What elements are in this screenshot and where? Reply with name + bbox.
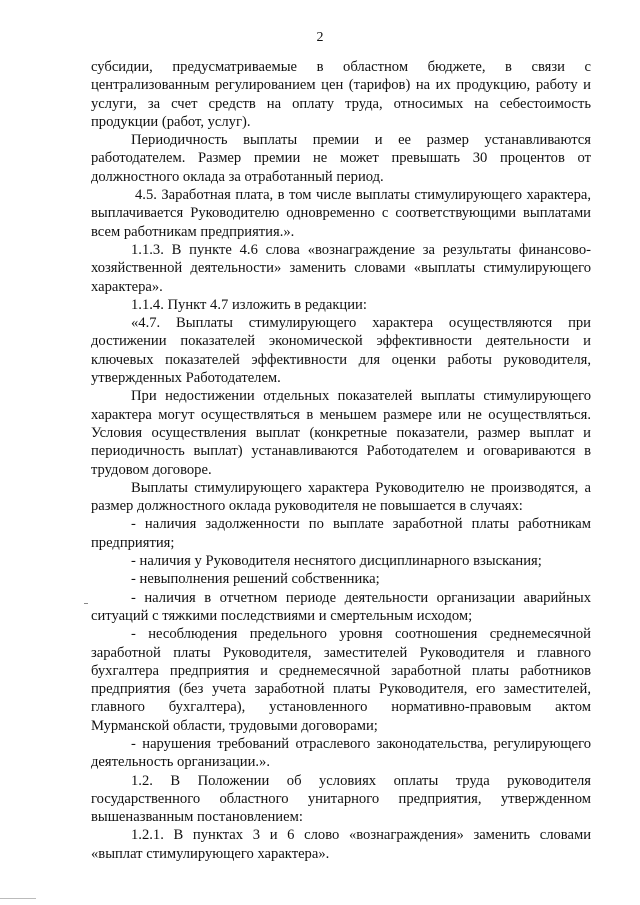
paragraph: - наличия у Руководителя неснятого дисциплинарного взыскания;	[131, 553, 542, 570]
paragraph: «4.7. Выплаты стимулирующего характера осуществляются при достижении показателей экономической эффективности деятельности и ключевых показателей эффективности для оценки работы руководителя, утвержденных Работодателем.	[91, 315, 591, 387]
paragraph: - несоблюдения предельного уровня соотношения среднемесячной заработной платы Руководителя, заместителей Руководителя и главного бухгалтера предприятия и среднемесячной заработной платы работников предприятия (без учета заработной платы Руководителя, его заместителей, главного бухгалтера), установленного нормативно-правовым актом Мурманской области, трудовыми договорами;	[91, 626, 591, 734]
paragraph: Выплаты стимулирующего характера Руководителю не производятся, а размер должностного оклада руководителя не повышается в случаях:	[91, 479, 591, 515]
paragraph: - нарушения требований отраслевого законодательства, регулирующего деятельность организации.».	[91, 735, 591, 771]
paragraph: 1.1.4. Пункт 4.7 изложить в редакции:	[131, 296, 367, 313]
scan-mark-left	[84, 603, 88, 604]
paragraph: 4.5. Заработная плата, в том числе выплаты стимулирующего характера, выплачивается Руководителю одновременно с соответствующими выплатами всем работникам предприятия.».	[91, 187, 591, 240]
paragraph: - наличия в отчетном периоде деятельности организации аварийных ситуаций с тяжкими последствиями и смертельным исходом;	[91, 589, 591, 624]
paragraph: Периодичность выплаты премии и ее размер устанавливаются работодателем. Размер премии не может превышать 30 процентов от должностного оклада за отработанный период.	[91, 132, 591, 185]
paragraph: субсидии, предусматриваемые в областном бюджете, в связи с централизованным регулированием цен (тарифов) на их продукцию, работу и услуги, за счет средств на оплату труда, относимых на себестоимость продукции (работ, услуг).	[91, 59, 591, 130]
page-number: 2	[316, 30, 324, 45]
scan-mark-bottom	[0, 898, 36, 899]
paragraph: При недостижении отдельных показателей выплаты стимулирующего характера могут осуществляться в меньшем размере или не осуществляться. Условия осуществления выплат (конкретные показатели, размер выплат и периодичность выплат) устанавливаются Работодателем и оговариваются в трудовом договоре.	[91, 388, 591, 478]
paragraph: 1.1.3. В пункте 4.6 слова «вознаграждение за результаты финансово-хозяйственной деятельности» заменить словами «выплаты стимулирующего характера».	[91, 241, 591, 295]
paragraph: 1.2. В Положении об условиях оплаты труда руководителя государственного областного унитарного предприятия, утвержденном вышеназванным постановлением:	[91, 772, 591, 826]
paragraph: - невыполнения решений собственника;	[131, 571, 380, 588]
document-body	[91, 58, 591, 863]
paragraph: 1.2.1. В пунктах 3 и 6 слово «вознаграждения» заменить словами «выплат стимулирующего характера».	[91, 827, 591, 862]
paragraph: - наличия задолженности по выплате заработной платы работникам предприятия;	[91, 516, 591, 551]
